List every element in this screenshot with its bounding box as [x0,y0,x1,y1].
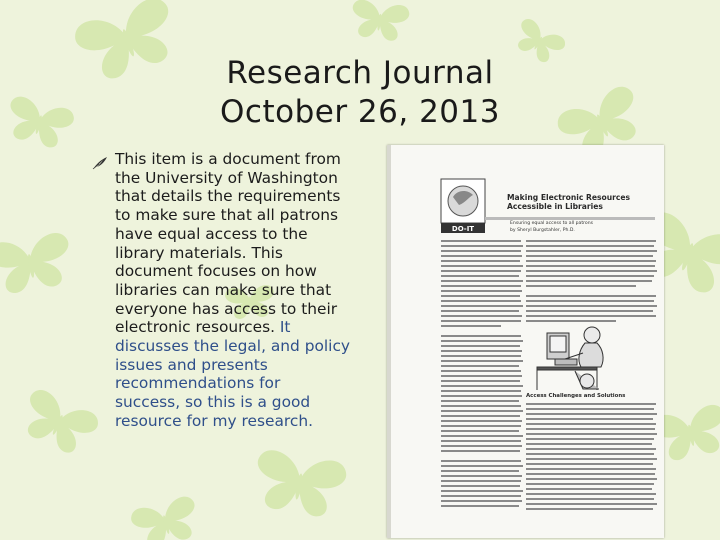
do-it-logo-icon [441,179,485,233]
computer-user-illustration [537,327,603,390]
butterfly-icon [250,448,348,520]
document-author: by Sheryl Burgstahler, Ph.D. [510,228,575,233]
title-line-1: Research Journal [226,55,494,91]
butterfly-icon [0,231,75,297]
document-subtitle: Ensuring equal access to all patrons [510,221,594,226]
document-section-heading: Access Challenges and Solutions [526,393,626,399]
svg-text:DO-IT: DO-IT [451,225,475,233]
butterfly-icon [15,386,101,460]
butterfly-icon [129,494,203,540]
document-image [387,145,664,538]
feather-quill-icon [92,156,108,170]
butterfly-icon [349,0,411,43]
document-title: Making Electronic Resources Accessible in Libraries [507,193,631,211]
bullet-text [115,150,350,431]
bullet-text-highlight: It discusses the legal, and policy issues and presents recommendations for success, so this is a good resource for my research. [115,318,351,430]
slide-title [0,54,720,132]
title-line-2: October 26, 2013 [220,94,500,130]
bullet-text-main: This item is a document from the University of Washington that details the requirements to make sure that all patrons have equal access to the library materials. This document focuses on how libraries can make sure that everyone has access to their electronic resources. [115,150,341,337]
